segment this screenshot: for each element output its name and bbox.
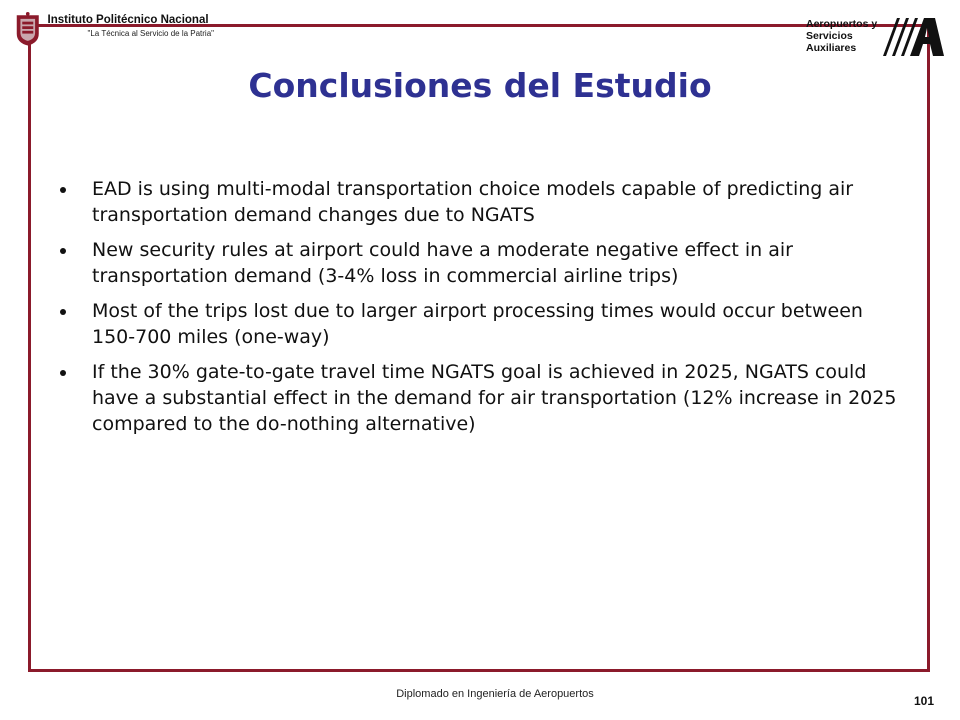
bullet-text: If the 30% gate-to-gate travel time NGATS goal is achieved in 2025, NGATS could have a substantial effect in the demand for air transportation (12% increase in 2025 compared to the do-nothing alternative): [92, 361, 897, 435]
bullet-list: [60, 176, 908, 446]
bullet-text: New security rules at airport could have a moderate negative effect in air transportation demand (3-4% loss in commercial airline trips): [92, 239, 793, 287]
slide-title: Conclusiones del Estudio: [248, 66, 712, 105]
ipn-motto: "La Técnica al Servicio de la Patria": [87, 29, 214, 38]
bullet-item: [60, 298, 908, 350]
footer-text: Diplomado en Ingeniería de Aeropuertos: [396, 688, 594, 700]
bullet-text: EAD is using multi-modal transportation choice models capable of predicting air transportation demand changes due to NGATS: [92, 178, 854, 226]
bullet-item: [60, 176, 908, 228]
asa-mark-icon: [883, 16, 945, 56]
asa-line-1: Aeropuertos y: [806, 18, 878, 30]
ipn-logo: [14, 10, 214, 50]
bullet-dot: [60, 187, 66, 193]
asa-logo: [806, 12, 946, 62]
ipn-name: Instituto Politécnico Nacional: [47, 14, 209, 26]
asa-line-2: Servicios: [806, 30, 853, 42]
bullet-dot: [60, 370, 66, 376]
asa-text: [806, 18, 877, 54]
bullet-item: [60, 359, 908, 437]
page-number: 101: [914, 694, 935, 708]
ipn-text: [48, 14, 214, 38]
bullet-dot: [60, 248, 66, 254]
bullet-text: Most of the trips lost due to larger airport processing times would occur between 150-700 miles (one-way): [92, 300, 863, 348]
bullet-dot: [60, 309, 66, 315]
ipn-seal-icon: [14, 10, 42, 48]
asa-line-3: Auxiliares: [806, 42, 857, 54]
bullet-item: [60, 237, 908, 289]
